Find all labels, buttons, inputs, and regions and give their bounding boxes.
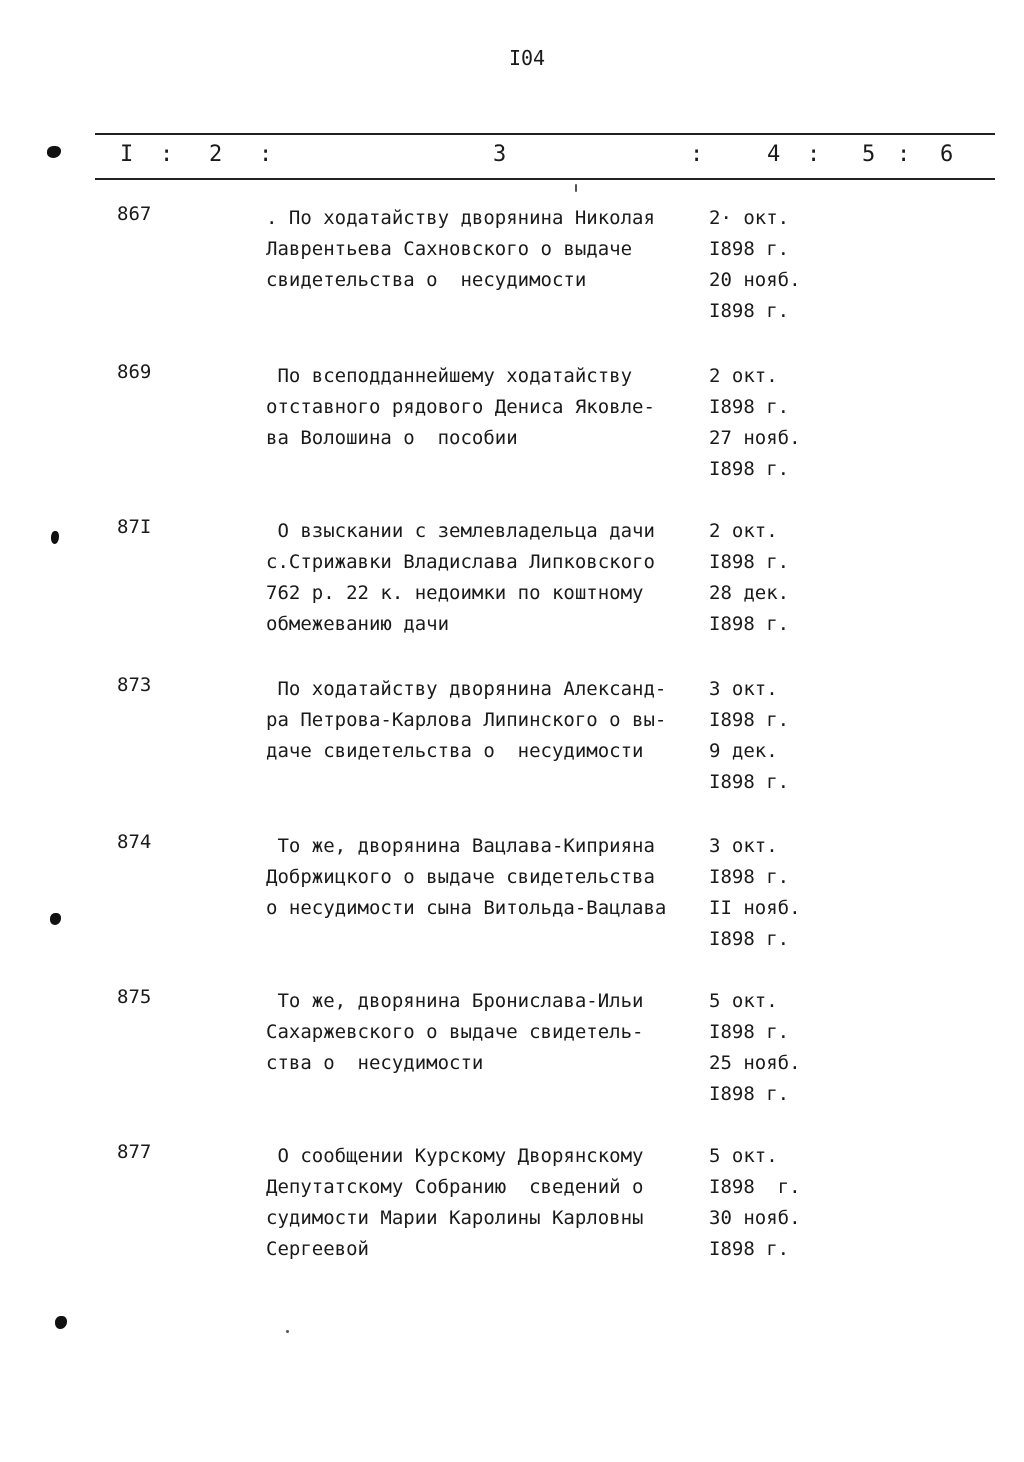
table-header-top-rule xyxy=(95,133,995,135)
case-description xyxy=(266,516,706,640)
header-sep: : xyxy=(259,142,273,167)
date-line: 9 дек. xyxy=(709,740,778,762)
case-dates xyxy=(709,1141,829,1265)
description-line: 762 р. 22 к. недоимки по коштному xyxy=(266,582,644,604)
page-number: I04 xyxy=(508,46,546,70)
header-sep: : xyxy=(690,142,704,167)
description-line: ра Петрова-Карлова Липинского о вы- xyxy=(266,709,667,731)
description-line: Сергеевой xyxy=(266,1238,369,1260)
date-line: I898 г. xyxy=(709,1176,801,1198)
date-line: I898 г. xyxy=(709,866,790,888)
header-col-4: 4 xyxy=(767,142,781,167)
header-col-5: 5 xyxy=(862,142,876,167)
date-line: I898 г. xyxy=(709,1238,790,1260)
scan-speck xyxy=(286,1330,289,1333)
date-line: II нояб. xyxy=(709,897,801,919)
description-line: Добржицкого о выдаче свидетельства xyxy=(266,866,655,888)
scan-mark xyxy=(55,1316,67,1329)
case-dates xyxy=(709,516,829,640)
description-line: ва Волошина о пособии xyxy=(266,427,518,449)
case-description xyxy=(266,1141,706,1265)
case-number: 87I xyxy=(117,516,152,538)
scan-mark xyxy=(50,913,61,925)
description-line: То же, дворянина Вацлава-Киприяна xyxy=(266,835,655,857)
case-number: 869 xyxy=(117,361,152,383)
date-line: I898 г. xyxy=(709,1021,790,1043)
description-line: с.Стрижавки Владислава Липковского xyxy=(266,551,655,573)
date-line: I898 г. xyxy=(709,551,790,573)
scan-mark xyxy=(51,531,59,544)
description-line: . По ходатайству дворянина Николая xyxy=(266,207,655,229)
case-number: 877 xyxy=(117,1141,152,1163)
case-number: 875 xyxy=(117,986,152,1008)
case-dates xyxy=(709,361,829,485)
description-line: О взыскании с землевладельца дачи xyxy=(266,520,655,542)
case-dates xyxy=(709,986,829,1110)
table-header xyxy=(0,142,1024,170)
header-col-1: I xyxy=(120,142,134,167)
case-number: 867 xyxy=(117,203,152,225)
case-dates xyxy=(709,674,829,798)
description-line: даче свидетельства о несудимости xyxy=(266,740,644,762)
case-dates xyxy=(709,831,829,955)
scan-speck xyxy=(575,184,577,192)
date-line: I898 г. xyxy=(709,300,790,322)
header-col-3: 3 xyxy=(493,142,507,167)
header-sep: : xyxy=(897,142,911,167)
case-description xyxy=(266,831,706,924)
date-line: I898 г. xyxy=(709,709,790,731)
date-line: 3 окт. xyxy=(709,835,778,857)
case-description xyxy=(266,986,706,1079)
header-col-2: 2 xyxy=(209,142,223,167)
header-sep: : xyxy=(807,142,821,167)
date-line: 5 окт. xyxy=(709,1145,778,1167)
description-line: То же, дворянина Бронислава-Ильи xyxy=(266,990,644,1012)
header-sep: : xyxy=(160,142,174,167)
date-line: I898 г. xyxy=(709,1083,790,1105)
date-line: I898 г. xyxy=(709,771,790,793)
header-col-6: 6 xyxy=(940,142,954,167)
case-description xyxy=(266,674,706,767)
description-line: О сообщении Курскому Дворянскому xyxy=(266,1145,644,1167)
date-line: 2· окт. xyxy=(709,207,790,229)
date-line: I898 г. xyxy=(709,238,790,260)
date-line: 20 нояб. xyxy=(709,269,801,291)
date-line: 27 нояб. xyxy=(709,427,801,449)
date-line: 2 окт. xyxy=(709,520,778,542)
description-line: обмежеванию дачи xyxy=(266,613,450,635)
description-line: судимости Марии Каролины Карловны xyxy=(266,1207,644,1229)
description-line: По ходатайству дворянина Александ- xyxy=(266,678,667,700)
date-line: I898 г. xyxy=(709,458,790,480)
case-number: 873 xyxy=(117,674,152,696)
date-line: 5 окт. xyxy=(709,990,778,1012)
case-dates xyxy=(709,203,829,327)
description-line: Депутатскому Собранию сведений о xyxy=(266,1176,644,1198)
description-line: Лаврентьева Сахновского о выдаче xyxy=(266,238,633,260)
description-line: ства о несудимости xyxy=(266,1052,484,1074)
date-line: I898 г. xyxy=(709,396,790,418)
case-number: 874 xyxy=(117,831,152,853)
date-line: 2 окт. xyxy=(709,365,778,387)
description-line: свидетельства о несудимости xyxy=(266,269,587,291)
date-line: 28 дек. xyxy=(709,582,790,604)
date-line: I898 г. xyxy=(709,613,790,635)
description-line: отставного рядового Дениса Яковле- xyxy=(266,396,655,418)
table-header-bottom-rule xyxy=(95,178,995,180)
description-line: По всеподданнейшему ходатайству xyxy=(266,365,633,387)
description-line: о несудимости сына Витольда-Вацлава xyxy=(266,897,667,919)
case-description xyxy=(266,361,706,454)
date-line: 3 окт. xyxy=(709,678,778,700)
date-line: 25 нояб. xyxy=(709,1052,801,1074)
description-line: Сахаржевского о выдаче свидетель- xyxy=(266,1021,644,1043)
date-line: I898 г. xyxy=(709,928,790,950)
date-line: 30 нояб. xyxy=(709,1207,801,1229)
case-description xyxy=(266,203,706,296)
